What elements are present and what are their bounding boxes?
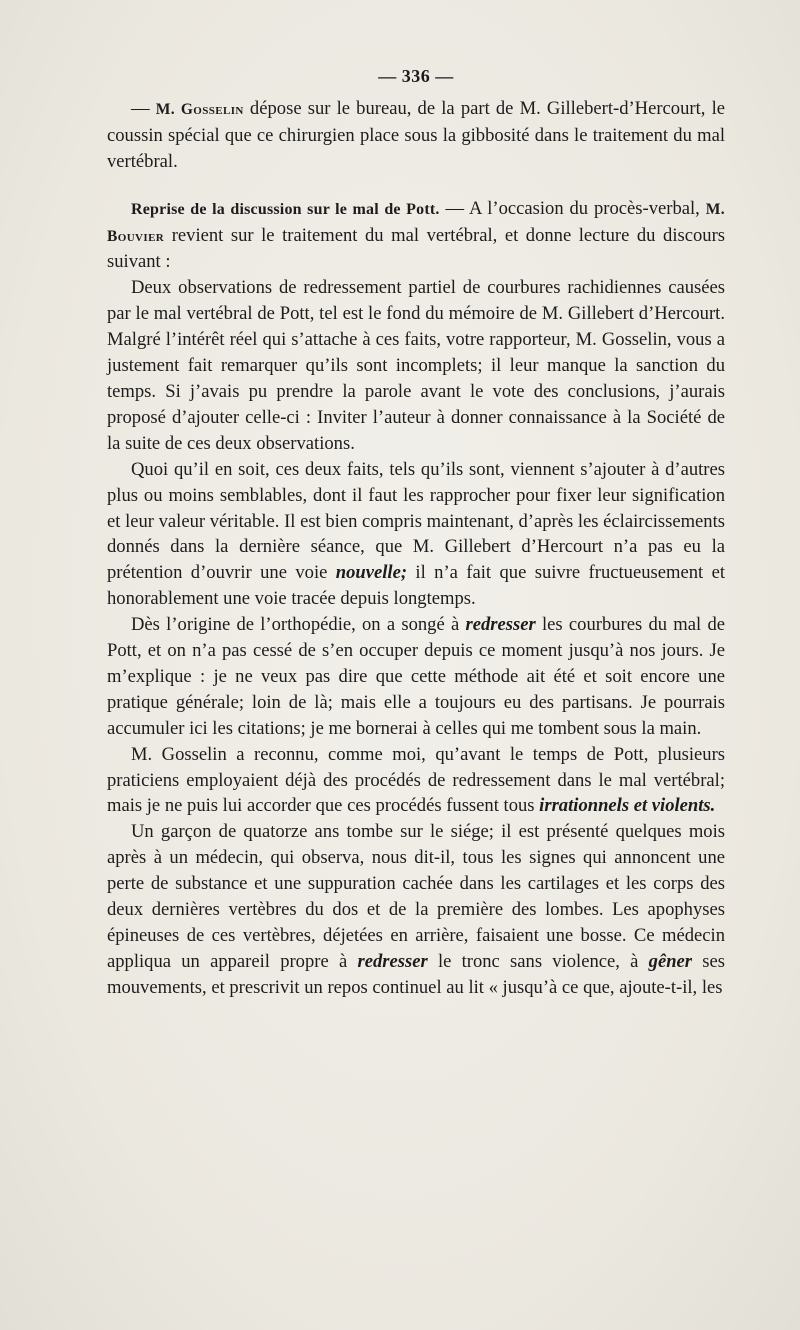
section-heading: Reprise de la discussion sur le mal de Pott. <box>131 200 440 218</box>
section-name: M. Bouvier <box>107 200 726 245</box>
section-text-a: — A l’occasion du procès-verbal, <box>439 197 706 219</box>
paragraph-3-text-a: Dès l’origine de l’orthopédie, on a songé à <box>131 614 466 636</box>
paragraph-5-emphasis-1: redresser <box>357 950 428 972</box>
page-text <box>107 64 725 1001</box>
paragraph-2 <box>107 457 725 612</box>
paragraph-2-text-b: il n’a fait que suivre fructueusement et honorablement une voie tracée depuis longtemps. <box>107 562 725 610</box>
notice-name: M. Gosselin <box>155 100 244 118</box>
section-paragraph <box>107 196 725 276</box>
paragraph-4-text-a: M. Gosselin a reconnu, comme moi, qu’avant le temps de Pott, plusieurs praticiens employaient déjà des procédés de redressement dans le mal vertébral; mais je ne puis lui accorder que ces procédés fussent tous <box>107 743 725 817</box>
paragraph-4 <box>107 742 725 820</box>
paragraph-2-emphasis: nouvelle; <box>335 562 408 584</box>
notice-paragraph <box>107 96 725 175</box>
paragraph-4-emphasis: irrationnels et violents. <box>539 795 716 817</box>
notice-text: dépose sur le bureau, de la part de M. Gillebert-d’Hercourt, le coussin spécial que ce chirurgien place sous la gibbosité dans le traitement du mal vertébral. <box>107 97 725 172</box>
paragraph-5-text-a: Un garçon de quatorze ans tombe sur le siége; il est présenté quelques mois après à un médecin, qui observa, nous dit-il, tous les signes qui annoncent une perte de substance et une suppuration cachée dans les cartilages et les corps des deux dernières vertèbres du dos et de la première des lombes. Les apophyses épineuses de ces vertèbres, déjetées en arrière, faisaient une bosse. Ce médecin appliqua un appareil propre à <box>107 821 725 972</box>
section-text-b: revient sur le traitement du mal vertébral, et donne lecture du discours suivant : <box>107 224 725 273</box>
paragraph-5-text-c: ses mouvements, et prescrivit un repos continuel au lit « jusqu’à ce que, ajoute-t-il, les <box>107 950 725 998</box>
notice-lead: — <box>131 97 156 119</box>
paragraph-3-text-b: les courbures du mal de Pott, et on n’a pas cessé de s’en occuper depuis ce moment jusqu’à nos jours. Je m’explique : je ne veux pas dire que cette méthode ait été et soit encore une pratique générale; loin de là; mais elle a toujours eu des partisans. Je pourrais accumuler ici les citations; je me bornerai à celles qui me tombent sous la main. <box>107 614 725 739</box>
paragraph-2-text-a: Quoi qu’il en soit, ces deux faits, tels qu’ils sont, viennent s’ajouter à d’autres plus ou moins semblables, dont il faut les rapprocher pour fixer leur signification et leur valeur véritable. Il est bien compris maintenant, d’après les éclaircissements donnés dans la dernière séance, que M. Gillebert d’Hercourt n’a pas eu la prétention d’ouvrir une voie <box>107 458 726 584</box>
paragraph-1: Deux observations de redressement partiel de courbures rachidiennes causées par le mal vertébral de Pott, tel est le fond du mémoire de M. Gillebert d’Hercourt. Malgré l’intérêt réel qui s’attache à ces faits, votre rapporteur, M. Gosselin, vous a justement fait remarquer qu’ils sont incomplets; il leur manque la sanction du temps. Si j’avais pu prendre la parole avant le vote des conclusions, j’aurais proposé d’ajouter celle-ci : Inviter l’auteur à donner connaissance à la Société de la suite de ces deux observations. <box>107 277 725 454</box>
page-number: — 336 — <box>378 66 454 86</box>
paragraph-3 <box>107 612 725 742</box>
paragraph-5-emphasis-2: gêner <box>648 950 693 972</box>
paragraph-5-text-b: le tronc sans violence, à <box>427 950 649 972</box>
paragraph-3-emphasis: redresser <box>465 614 536 636</box>
paragraph-5 <box>107 819 725 1000</box>
